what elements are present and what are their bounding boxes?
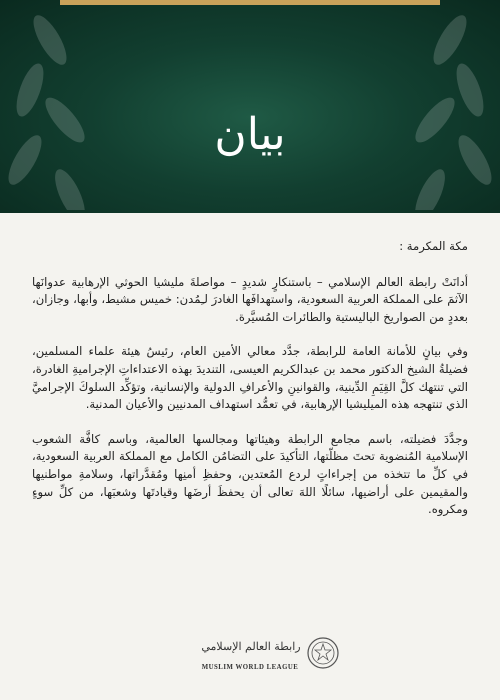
logo-arabic-text: رابطة العالم الإسلامي bbox=[201, 640, 301, 653]
footer-logo bbox=[0, 634, 500, 684]
logo-english-text: MUSLIM WORLD LEAGUE bbox=[201, 664, 299, 671]
statement-body bbox=[32, 238, 468, 536]
paragraph-2: وفي بيانٍ للأمانة العامة للرابطة، جدَّد معالي الأمين العام، رئيسُ هيئة علماء المسلمين، فضيلةُ الشيخ الدكتور محمد بن عبدالكريم العيسى، التنديدَ بهذه الاعتداءاتِ الإجراميةِ الغادرة، التي تنتهك كلَّ القِيَمِ الدِّينية، والقوانينِ والأعرافِ الدولية والإنسانية، وتؤكِّد السلوكَ الإجراميَّ الذي تنتهجه هذه الميليشيا الإرهابية، في تعمُّد استهداف المدنيين والأعيان المدنية. bbox=[32, 344, 468, 412]
header-banner bbox=[0, 0, 500, 213]
page-title: بيان bbox=[214, 109, 286, 160]
paragraph-3: وجدَّدَ فضيلته، باسم مجامع الرابطة وهيئاتها ومجالسها العالمية، وباسم كافَّة الشعوب الإسلامية المُنضوية تحتَ مظلّتها، التأكيدَ على التضامُن الكامل مع المملكة العربية السعودية، في كلِّ ما تتخذه من إجراءاتٍ لردع المُعتدين، وحفظِ أمنِها ومُقدَّراتها، وسلامةِ مواطنيها والمقيمين على أراضيها، سائلًا اللهَ تعالى أن يحفظَ أرضَها وقيادتَها وشعبَها، من كلِّ سوءٍ ومكروه. bbox=[32, 431, 468, 517]
location-line: مكة المكرمة : bbox=[399, 239, 468, 253]
paragraph-1: أدانَتْ رابطة العالم الإسلامي – باستنكارٍ شديدٍ – مواصلةَ مليشيا الحوثي الإرهابية عدوانَها الآثمَ على المملكة العربية السعودية، واستهدافَها الغادرَ لـِمُدن: خميس مشيط، وأبها، وجازان، بعددٍ من الصواريخ الباليستية والطائرات المُسيَّرة. bbox=[32, 274, 468, 324]
gold-top-strip bbox=[60, 0, 440, 5]
